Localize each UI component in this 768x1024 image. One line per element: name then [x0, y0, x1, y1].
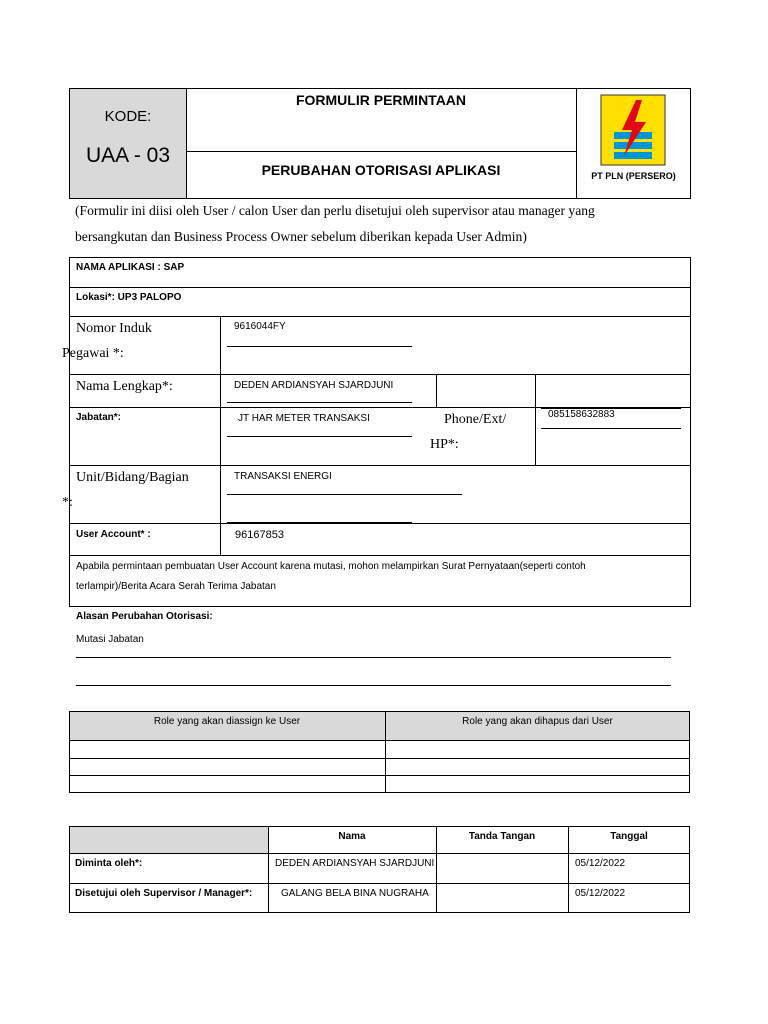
nip-label-1: Nomor Induk — [76, 321, 152, 336]
phone-label-1: Phone/Ext/ — [444, 412, 507, 427]
intro-line-2: bersangkutan dan Business Process Owner sebelum diberikan kepada User Admin) — [75, 229, 527, 244]
nama-value[interactable]: DEDEN ARDIANSYAH SJARDJUNI — [234, 380, 394, 391]
approval-header-ttd: Tanda Tangan — [468, 831, 536, 842]
kode-value: UAA - 03 — [85, 144, 171, 167]
lokasi: Lokasi*: UP3 PALOPO — [76, 292, 182, 303]
user-account-label: User Account* : — [76, 529, 151, 540]
alasan-value[interactable]: Mutasi Jabatan — [76, 634, 144, 645]
user-account-value[interactable]: 96167853 — [235, 529, 284, 541]
jabatan-value[interactable]: JT HAR METER TRANSAKSI — [238, 413, 370, 424]
pln-logo — [600, 94, 666, 166]
phone-value[interactable]: 085158632883 — [548, 409, 615, 420]
kode-label: KODE: — [104, 108, 152, 125]
form-title: FORMULIR PERMINTAAN — [295, 92, 467, 108]
note-line-1: Apabila permintaan pembuatan User Account karena mutasi, mohon melampirkan Surat Pernyataan(seperti contoh — [76, 561, 586, 572]
form-subtitle: PERUBAHAN OTORISASI APLIKASI — [261, 162, 501, 178]
approval-corner-cell — [70, 827, 268, 853]
row-label-disetujui: Disetujui oleh Supervisor / Manager*: — [75, 888, 253, 899]
row-nama-diminta[interactable]: DEDEN ARDIANSYAH SJARDJUNI — [275, 858, 435, 869]
alasan-label: Alasan Perubahan Otorisasi: — [76, 611, 213, 622]
row-tanggal-diminta[interactable]: 05/12/2022 — [575, 858, 626, 869]
logo-caption: PT PLN (PERSERO) — [591, 171, 676, 181]
unit-label-1: Unit/Bidang/Bagian — [76, 470, 189, 485]
row-nama-disetujui[interactable]: GALANG BELA BINA NUGRAHA — [281, 888, 429, 899]
roles-header-remove: Role yang akan dihapus dari User — [462, 716, 613, 727]
nip-label-2: Pegawai *: — [62, 346, 124, 361]
unit-label-2: *: — [62, 495, 73, 510]
approval-header-tanggal: Tanggal — [610, 831, 648, 842]
row-label-diminta: Diminta oleh*: — [75, 858, 143, 869]
unit-value[interactable]: TRANSAKSI ENERGI — [234, 471, 332, 482]
approval-header-nama: Nama — [338, 831, 366, 842]
phone-label-2: HP*: — [430, 437, 459, 452]
roles-header-assign: Role yang akan diassign ke User — [153, 716, 301, 727]
nip-value[interactable]: 9616044FY — [234, 321, 286, 332]
nama-label: Nama Lengkap*: — [76, 379, 173, 394]
note-line-2: terlampir)/Berita Acara Serah Terima Jabatan — [76, 581, 276, 592]
intro-line-1: (Formulir ini diisi oleh User / calon User dan perlu disetujui oleh supervisor atau manager yang — [75, 203, 595, 218]
jabatan-label: Jabatan*: — [76, 412, 122, 423]
nama-aplikasi: NAMA APLIKASI : SAP — [76, 262, 185, 273]
row-tanggal-disetujui[interactable]: 05/12/2022 — [575, 888, 626, 899]
